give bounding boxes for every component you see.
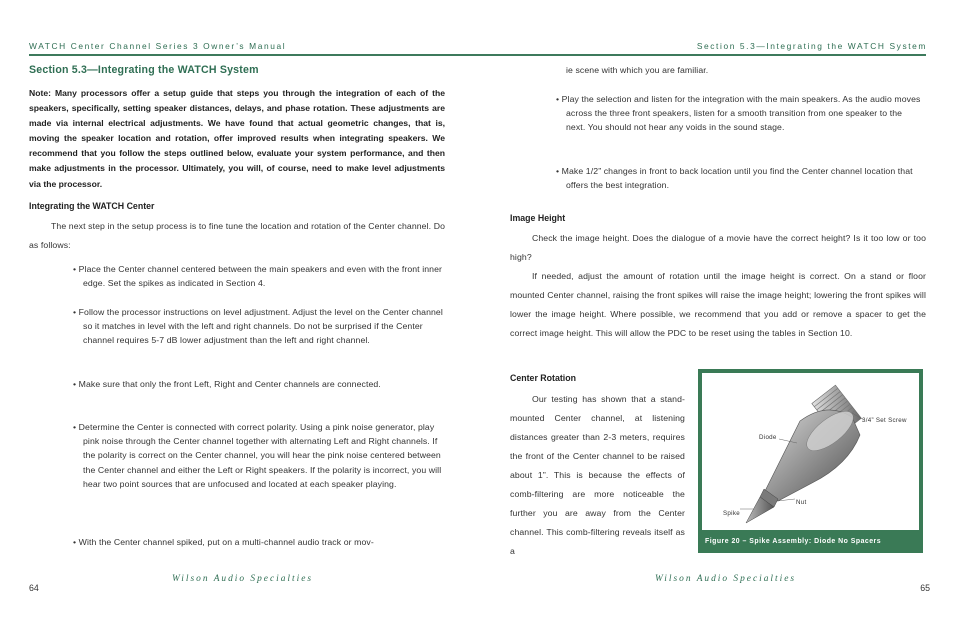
- page-number-right: 65: [920, 583, 930, 593]
- subhead-integrating: Integrating the WATCH Center: [29, 201, 155, 211]
- label-set-screw: 3/4” Set Screw: [862, 417, 907, 424]
- footer-brand-right: Wilson Audio Specialties: [655, 574, 797, 584]
- note-paragraph: Note: Many processors offer a setup guide that steps you through the integration of each of the speakers, specifically, setting speaker distances, delays, and phase rotation. These adjustments are made via internal electrical adjustments. We have found that actual geometric changes, that is, moving the speaker location and rotation, offer improved results when integrating speakers. We recommend that you follow the steps outlined below, evaluate your system performance, and then make adjustments in the processor. Ultimately, you will, of course, need to make level adjustments via the processor.: [29, 88, 445, 189]
- footer-brand-left: Wilson Audio Specialties: [172, 574, 314, 584]
- bullet-item: • Determine the Center is connected with correct polarity. Using a pink noise generator, play pink noise through the Center channel together with alternating Left and Right channels. If the polarity is correct on the Center channel, you will hear the pink noise centered between the Center channel and either the Left or Right speakers. If the polarity is incorrect, you will hear two point sources that are unfocused and located at each speaker playing.: [73, 422, 442, 489]
- image-height-paragraph-1: Check the image height. Does the dialogue of a movie have the correct height? Is it too low or too high?: [510, 233, 926, 262]
- right-page: [477, 0, 954, 618]
- intro-paragraph: The next step in the setup process is to fine tune the location and rotation of the Center channel. Do as follows:: [29, 221, 445, 250]
- figure-illustration: [702, 373, 919, 530]
- label-diode: Diode: [759, 434, 777, 441]
- page-number-left: 64: [29, 583, 39, 593]
- header-rule-left: [29, 54, 477, 56]
- figure-caption: Figure 20 – Spike Assembly: Diode No Spacers: [705, 538, 882, 545]
- image-height-paragraph-2: If needed, adjust the amount of rotation until the image height is correct. On a stand or floor mounted Center channel, raising the front spikes will raise the image height; lowering the front spikes will lower the image height. Where possible, we recommend that you add or remove a spacer to get the correct image height. This will allow the PDC to be reset using the tables in Section 10.: [510, 271, 926, 338]
- bullet-item: • Play the selection and listen for the integration with the main speakers. As the audio moves across the three front speakers, listen for a smooth transition from one speaker to the next. You should not hear any voids in the sound stage.: [556, 94, 921, 133]
- continuation-text: ie scene with which you are familiar.: [566, 65, 709, 75]
- subhead-image-height: Image Height: [510, 213, 566, 223]
- section-title: Section 5.3—Integrating the WATCH System: [29, 64, 259, 76]
- bullet-item: • Make sure that only the front Left, Right and Center channels are connected.: [73, 379, 381, 389]
- center-rotation-paragraph: Our testing has shown that a stand-mounted Center channel, at listening distances greater than 2-3 meters, requires the front of the Center channel to be raised about 1”. This is because the effects of comb-filtering are more noticeable the further you are away from the Center channel. This comb-filtering reveals itself as a: [510, 394, 685, 556]
- bullet-item: • With the Center channel spiked, put on a multi-channel audio track or mov-: [73, 537, 374, 547]
- bullet-item: • Follow the processor instructions on level adjustment. Adjust the level on the Center channel so it matches in level with the left and right channels. Do not be surprised if the Center channel requires 5-7 dB lower adjustment than the left and right channel.: [73, 307, 443, 346]
- subhead-center-rotation: Center Rotation: [510, 373, 576, 383]
- bullet-item: • Place the Center channel centered between the main speakers and even with the front inner edge. Set the spikes as indicated in Section 4.: [73, 264, 443, 289]
- running-head-right: Section 5.3—Integrating the WATCH System: [696, 41, 927, 51]
- figure-spike-assembly: [698, 369, 923, 553]
- bullet-item: • Make 1/2” changes in front to back location until you find the Center channel location that offers the best integration.: [556, 166, 913, 191]
- label-spike: Spike: [723, 510, 740, 517]
- label-nut: Nut: [796, 499, 807, 506]
- spike-assembly-illustration: [702, 373, 919, 530]
- header-rule-right: [477, 54, 926, 56]
- running-head-left: WATCH Center Channel Series 3 Owner’s Manual: [29, 41, 287, 51]
